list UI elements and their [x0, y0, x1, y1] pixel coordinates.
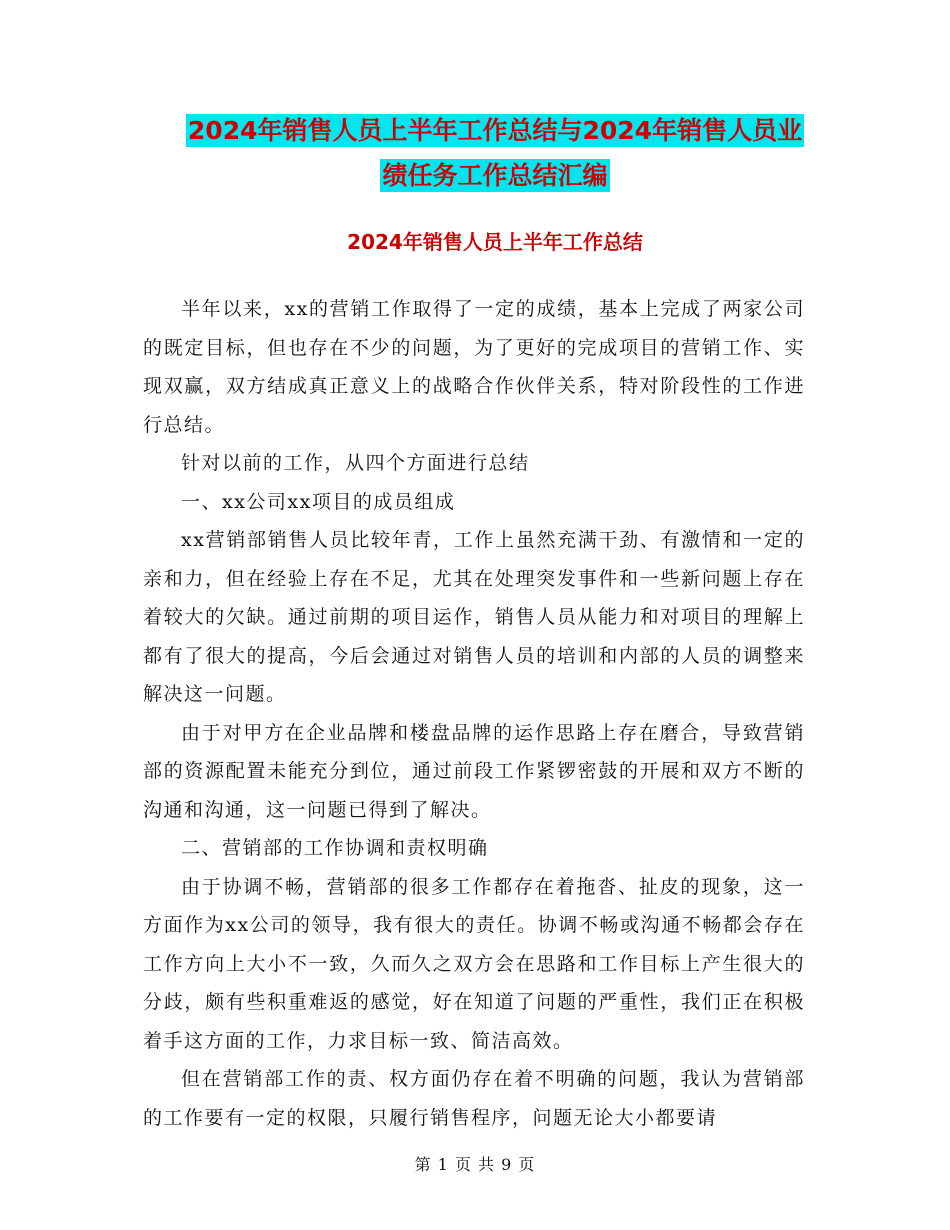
- paragraph-team: xx营销部销售人员比较年青，工作上虽然充满干劲、有激情和一定的亲和力，但在经验上存在不足，尤其在处理突发事件和一些新问题上存在着较大的欠缺。通过前期的项目运作，销售人员从能力和对项目的理解上都有了很大的提高，今后会通过对销售人员的培训和内部的人员的调整来解决这一问题。: [143, 529, 805, 705]
- paragraph-authority: 但在营销部工作的责、权方面仍存在着不明确的问题，我认为营销部的工作要有一定的权限，只履行销售程序，问题无论大小都要请: [143, 1068, 805, 1129]
- paragraph-intro: 半年以来，xx的营销工作取得了一定的成绩，基本上完成了两家公司的既定目标，但也存在不少的问题，为了更好的完成项目的营销工作、实现双赢，双方结成真正意义上的战略合作伙伴关系，特对阶段性的工作进行总结。: [143, 298, 805, 436]
- heading-section-2: 二、营销部的工作协调和责权明确: [181, 837, 489, 859]
- page-footer: 第 1 页 共 9 页: [414, 1155, 536, 1174]
- document-title-line-2: [140, 152, 850, 200]
- document-title-text-2: 绩任务工作总结汇编: [382, 161, 608, 190]
- section-title: 2024年销售人员上半年工作总结: [347, 230, 643, 254]
- paragraph-coordination: 由于协调不畅，营销部的很多工作都存在着拖沓、扯皮的现象，这一方面作为xx公司的领导，我有很大的责任。协调不畅或沟通不畅都会存在工作方向上大小不一致，久而久之双方会在思路和工作目标上产生很大的分歧，颇有些积重难返的感觉，好在知道了问题的严重性，我们正在积极着手这方面的工作，力求目标一致、简洁高效。: [143, 875, 805, 1052]
- heading-section-1: 一、xx公司xx项目的成员组成: [181, 490, 456, 513]
- paragraph-overview: 针对以前的工作，从四个方面进行总结: [181, 452, 530, 474]
- paragraph-resources: 由于对甲方在企业品牌和楼盘品牌的运作思路上存在磨合，导致营销部的资源配置未能充分到位，通过前段工作紧锣密鼓的开展和双方不断的沟通和沟通，这一问题已得到了解决。: [143, 721, 805, 821]
- document-title-text-1: 2024年销售人员上半年工作总结与2024年销售人员业: [187, 116, 803, 145]
- document-title-line-1: [140, 107, 850, 155]
- document-body: [143, 290, 805, 1137]
